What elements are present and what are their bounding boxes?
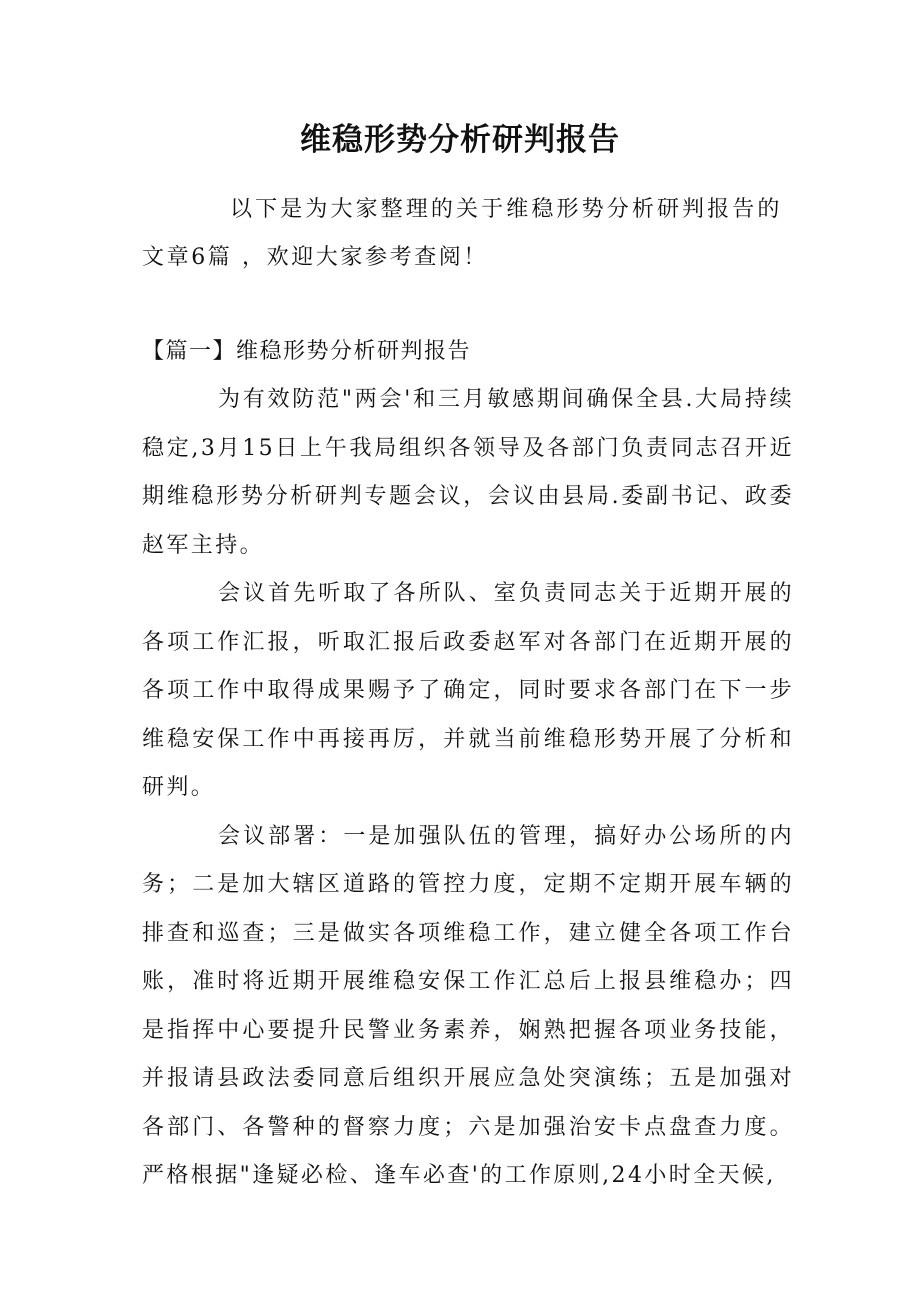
body-paragraph-2: 会议首先听取了各所队、室负责同志关于近期开展的各项工作汇报，听取汇报后政委赵军对各部门在近期开展的各项工作中取得成果赐予了确定，同时要求各部门在下一步维稳安保工作中再接再厉，并就当前维稳形势开展了分析和研判。 <box>142 581 794 800</box>
document-title: 维稳形势分析研判报告 <box>300 122 620 158</box>
intro-paragraph: 以下是为大家整理的关于维稳形势分析研判报告的文章6篇 ，欢迎大家参考查阅！ <box>142 197 782 270</box>
section-heading: 【篇一】维稳形势分析研判报告 <box>142 339 472 364</box>
section-1 <box>142 328 802 1201</box>
body-paragraph-3: 会议部署：一是加强队伍的管理，搞好办公场所的内务；二是加大辖区道路的管控力度，定期不定期开展车辆的排查和巡查；三是做实各项维稳工作，建立健全各项工作台账，准时将近期开展维稳安保工作汇总后上报县维稳办；四是指挥中心要提升民警业务素养，娴熟把握各项业务技能，并报请县政法委同意后组织开展应急处突演练；五是加强对各部门、各警种的督察力度；六是加强治安卡点盘查力度。严格根据"逢疑必检、逢车必查'的工作原则,24小时全天候, <box>142 823 794 1188</box>
body-paragraph-1: 为有效防范"两会'和三月敏感期间确保全县.大局持续稳定,3月15日上午我局组织各领导及各部门负责同志召开近期维稳形势分析研判专题会议，会议由县局.委副书记、政委赵军主持。 <box>142 387 794 558</box>
